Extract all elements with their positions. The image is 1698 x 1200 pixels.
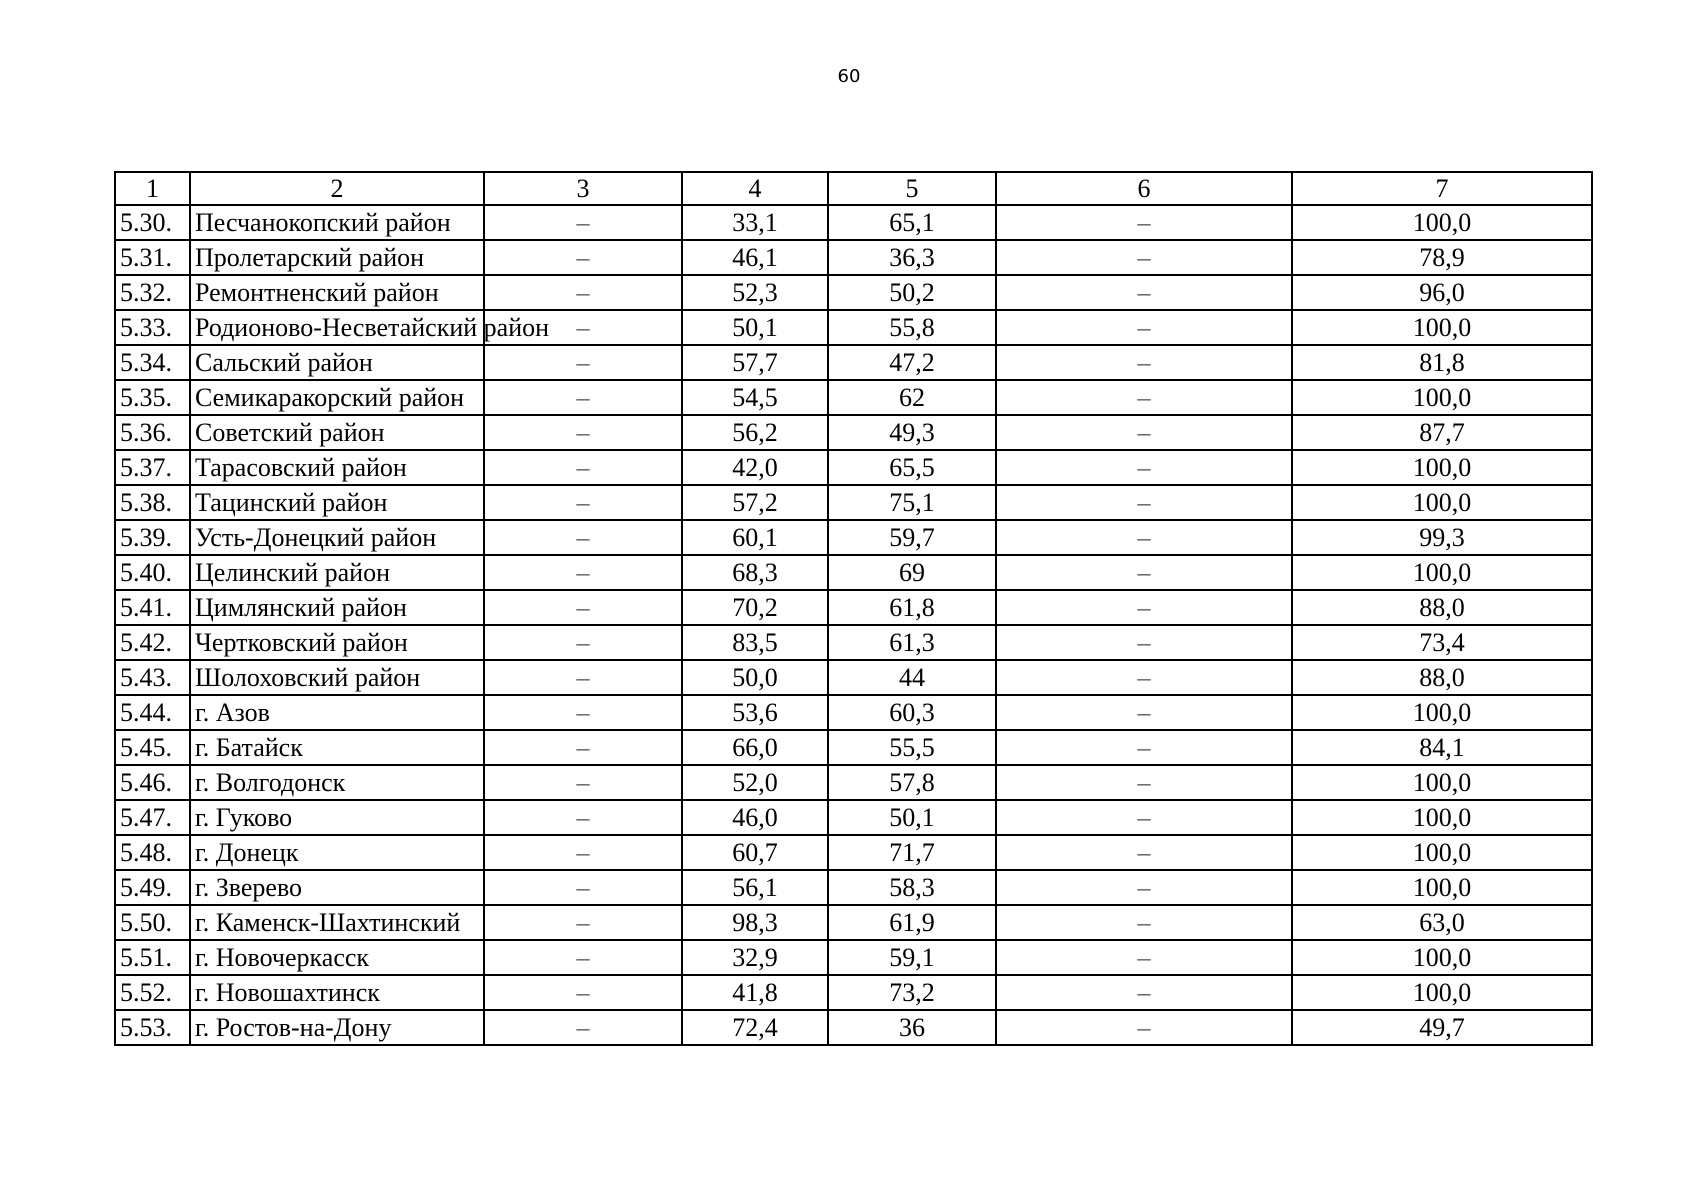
col-7-value: 100,0 bbox=[1292, 870, 1592, 905]
col-3-value: – bbox=[484, 1010, 682, 1045]
col-4-value: 60,7 bbox=[682, 835, 828, 870]
col-3-value: – bbox=[484, 835, 682, 870]
col-7-value: 100,0 bbox=[1292, 450, 1592, 485]
col-7-value: 81,8 bbox=[1292, 345, 1592, 380]
col-7-value: 49,7 bbox=[1292, 1010, 1592, 1045]
col-6-value: – bbox=[996, 625, 1292, 660]
col-6-value: – bbox=[996, 450, 1292, 485]
territory-name: Шолоховский район bbox=[190, 660, 484, 695]
col-4-value: 50,0 bbox=[682, 660, 828, 695]
col-5-value: 73,2 bbox=[828, 975, 996, 1010]
row-number: 5.43. bbox=[115, 660, 190, 695]
col-5-value: 50,2 bbox=[828, 275, 996, 310]
row-number: 5.41. bbox=[115, 590, 190, 625]
column-header-5: 5 bbox=[828, 172, 996, 205]
col-5-value: 61,9 bbox=[828, 905, 996, 940]
col-5-value: 62 bbox=[828, 380, 996, 415]
col-5-value: 59,7 bbox=[828, 520, 996, 555]
column-header-4: 4 bbox=[682, 172, 828, 205]
col-3-value: – bbox=[484, 240, 682, 275]
col-3-value: – bbox=[484, 345, 682, 380]
col-5-value: 57,8 bbox=[828, 765, 996, 800]
col-7-value: 96,0 bbox=[1292, 275, 1592, 310]
table-row bbox=[115, 625, 1592, 660]
col-5-value: 60,3 bbox=[828, 695, 996, 730]
col-4-value: 52,3 bbox=[682, 275, 828, 310]
table-row bbox=[115, 730, 1592, 765]
col-3-value: – bbox=[484, 765, 682, 800]
col-4-value: 32,9 bbox=[682, 940, 828, 975]
territory-name: Песчанокопский район bbox=[190, 205, 484, 240]
col-4-value: 54,5 bbox=[682, 380, 828, 415]
col-5-value: 58,3 bbox=[828, 870, 996, 905]
table-row bbox=[115, 450, 1592, 485]
col-7-value: 99,3 bbox=[1292, 520, 1592, 555]
col-6-value: – bbox=[996, 870, 1292, 905]
col-3-value: – bbox=[484, 590, 682, 625]
col-7-value: 88,0 bbox=[1292, 660, 1592, 695]
table-row bbox=[115, 345, 1592, 380]
col-6-value: – bbox=[996, 555, 1292, 590]
col-3-value: – bbox=[484, 660, 682, 695]
col-6-value: – bbox=[996, 905, 1292, 940]
col-4-value: 46,1 bbox=[682, 240, 828, 275]
col-6-value: – bbox=[996, 205, 1292, 240]
col-6-value: – bbox=[996, 380, 1292, 415]
col-4-value: 83,5 bbox=[682, 625, 828, 660]
column-header-6: 6 bbox=[996, 172, 1292, 205]
territory-name: г. Гуково bbox=[190, 800, 484, 835]
table-row bbox=[115, 310, 1592, 345]
table-row bbox=[115, 415, 1592, 450]
territory-name: Тарасовский район bbox=[190, 450, 484, 485]
col-4-value: 60,1 bbox=[682, 520, 828, 555]
col-4-value: 42,0 bbox=[682, 450, 828, 485]
col-4-value: 70,2 bbox=[682, 590, 828, 625]
col-5-value: 61,8 bbox=[828, 590, 996, 625]
territory-name: г. Волгодонск bbox=[190, 765, 484, 800]
col-3-value: – bbox=[484, 940, 682, 975]
col-6-value: – bbox=[996, 765, 1292, 800]
row-number: 5.45. bbox=[115, 730, 190, 765]
row-number: 5.49. bbox=[115, 870, 190, 905]
col-6-value: – bbox=[996, 590, 1292, 625]
col-5-value: 65,5 bbox=[828, 450, 996, 485]
col-7-value: 100,0 bbox=[1292, 205, 1592, 240]
row-number: 5.35. bbox=[115, 380, 190, 415]
col-3-value: – bbox=[484, 870, 682, 905]
table-row bbox=[115, 485, 1592, 520]
col-4-value: 41,8 bbox=[682, 975, 828, 1010]
col-3-value: – bbox=[484, 310, 682, 345]
col-4-value: 72,4 bbox=[682, 1010, 828, 1045]
row-number: 5.40. bbox=[115, 555, 190, 590]
col-3-value: – bbox=[484, 205, 682, 240]
col-7-value: 100,0 bbox=[1292, 800, 1592, 835]
col-4-value: 68,3 bbox=[682, 555, 828, 590]
col-5-value: 47,2 bbox=[828, 345, 996, 380]
table-row bbox=[115, 555, 1592, 590]
territory-name: г. Каменск-Шахтинский bbox=[190, 905, 484, 940]
col-4-value: 56,1 bbox=[682, 870, 828, 905]
col-7-value: 73,4 bbox=[1292, 625, 1592, 660]
column-header-7: 7 bbox=[1292, 172, 1592, 205]
territory-name: Ремонтненский район bbox=[190, 275, 484, 310]
col-4-value: 66,0 bbox=[682, 730, 828, 765]
row-number: 5.39. bbox=[115, 520, 190, 555]
territory-name: г. Ростов-на-Дону bbox=[190, 1010, 484, 1045]
row-number: 5.37. bbox=[115, 450, 190, 485]
row-number: 5.32. bbox=[115, 275, 190, 310]
table-row bbox=[115, 835, 1592, 870]
col-7-value: 100,0 bbox=[1292, 835, 1592, 870]
col-7-value: 100,0 bbox=[1292, 695, 1592, 730]
table-row bbox=[115, 275, 1592, 310]
territory-name: г. Донецк bbox=[190, 835, 484, 870]
row-number: 5.33. bbox=[115, 310, 190, 345]
col-6-value: – bbox=[996, 975, 1292, 1010]
territory-name: Чертковский район bbox=[190, 625, 484, 660]
territory-name: Целинский район bbox=[190, 555, 484, 590]
row-number: 5.51. bbox=[115, 940, 190, 975]
table-row bbox=[115, 940, 1592, 975]
territory-name: Цимлянский район bbox=[190, 590, 484, 625]
col-3-value: – bbox=[484, 415, 682, 450]
col-4-value: 98,3 bbox=[682, 905, 828, 940]
col-3-value: – bbox=[484, 555, 682, 590]
col-6-value: – bbox=[996, 695, 1292, 730]
col-3-value: – bbox=[484, 800, 682, 835]
row-number: 5.50. bbox=[115, 905, 190, 940]
table-row bbox=[115, 590, 1592, 625]
row-number: 5.30. bbox=[115, 205, 190, 240]
territory-name: Сальский район bbox=[190, 345, 484, 380]
col-7-value: 87,7 bbox=[1292, 415, 1592, 450]
col-6-value: – bbox=[996, 835, 1292, 870]
table-row bbox=[115, 1010, 1592, 1045]
table-row bbox=[115, 520, 1592, 555]
col-4-value: 46,0 bbox=[682, 800, 828, 835]
col-6-value: – bbox=[996, 240, 1292, 275]
col-6-value: – bbox=[996, 940, 1292, 975]
territory-name: Тацинский район bbox=[190, 485, 484, 520]
table-row bbox=[115, 870, 1592, 905]
col-6-value: – bbox=[996, 660, 1292, 695]
col-5-value: 36,3 bbox=[828, 240, 996, 275]
territory-name: Пролетарский район bbox=[190, 240, 484, 275]
col-4-value: 53,6 bbox=[682, 695, 828, 730]
table-row bbox=[115, 765, 1592, 800]
col-3-value: – bbox=[484, 485, 682, 520]
row-number: 5.48. bbox=[115, 835, 190, 870]
column-header-1: 1 bbox=[115, 172, 190, 205]
territory-name: г. Новошахтинск bbox=[190, 975, 484, 1010]
col-4-value: 57,2 bbox=[682, 485, 828, 520]
col-5-value: 50,1 bbox=[828, 800, 996, 835]
col-6-value: – bbox=[996, 520, 1292, 555]
territory-name: Родионово-Несветайский район bbox=[190, 310, 484, 345]
col-3-value: – bbox=[484, 275, 682, 310]
col-7-value: 100,0 bbox=[1292, 765, 1592, 800]
table-row bbox=[115, 695, 1592, 730]
col-7-value: 100,0 bbox=[1292, 380, 1592, 415]
col-5-value: 69 bbox=[828, 555, 996, 590]
col-7-value: 100,0 bbox=[1292, 940, 1592, 975]
col-3-value: – bbox=[484, 975, 682, 1010]
row-number: 5.38. bbox=[115, 485, 190, 520]
col-6-value: – bbox=[996, 275, 1292, 310]
col-7-value: 100,0 bbox=[1292, 555, 1592, 590]
col-4-value: 33,1 bbox=[682, 205, 828, 240]
territory-name: г. Батайск bbox=[190, 730, 484, 765]
col-7-value: 84,1 bbox=[1292, 730, 1592, 765]
col-6-value: – bbox=[996, 730, 1292, 765]
table-row bbox=[115, 240, 1592, 275]
col-4-value: 56,2 bbox=[682, 415, 828, 450]
col-6-value: – bbox=[996, 1010, 1292, 1045]
table-body bbox=[115, 205, 1592, 1045]
col-6-value: – bbox=[996, 345, 1292, 380]
col-6-value: – bbox=[996, 800, 1292, 835]
header-row bbox=[115, 172, 1592, 205]
territory-name: г. Новочеркасск bbox=[190, 940, 484, 975]
col-7-value: 100,0 bbox=[1292, 310, 1592, 345]
table-row bbox=[115, 975, 1592, 1010]
col-7-value: 100,0 bbox=[1292, 975, 1592, 1010]
col-6-value: – bbox=[996, 485, 1292, 520]
row-number: 5.31. bbox=[115, 240, 190, 275]
col-7-value: 88,0 bbox=[1292, 590, 1592, 625]
table-row bbox=[115, 380, 1592, 415]
col-3-value: – bbox=[484, 695, 682, 730]
row-number: 5.46. bbox=[115, 765, 190, 800]
col-5-value: 55,8 bbox=[828, 310, 996, 345]
territory-name: Советский район bbox=[190, 415, 484, 450]
col-3-value: – bbox=[484, 380, 682, 415]
row-number: 5.52. bbox=[115, 975, 190, 1010]
row-number: 5.34. bbox=[115, 345, 190, 380]
col-5-value: 36 bbox=[828, 1010, 996, 1045]
territory-name: Семикаракорский район bbox=[190, 380, 484, 415]
table-row bbox=[115, 905, 1592, 940]
col-7-value: 100,0 bbox=[1292, 485, 1592, 520]
table-row bbox=[115, 800, 1592, 835]
row-number: 5.44. bbox=[115, 695, 190, 730]
column-header-3: 3 bbox=[484, 172, 682, 205]
col-4-value: 52,0 bbox=[682, 765, 828, 800]
column-header-2: 2 bbox=[190, 172, 484, 205]
table-row bbox=[115, 205, 1592, 240]
col-5-value: 71,7 bbox=[828, 835, 996, 870]
col-3-value: – bbox=[484, 625, 682, 660]
page-number: 60 bbox=[837, 66, 861, 87]
col-7-value: 78,9 bbox=[1292, 240, 1592, 275]
col-4-value: 50,1 bbox=[682, 310, 828, 345]
col-3-value: – bbox=[484, 520, 682, 555]
col-6-value: – bbox=[996, 310, 1292, 345]
col-5-value: 49,3 bbox=[828, 415, 996, 450]
col-5-value: 61,3 bbox=[828, 625, 996, 660]
row-number: 5.53. bbox=[115, 1010, 190, 1045]
row-number: 5.42. bbox=[115, 625, 190, 660]
col-5-value: 65,1 bbox=[828, 205, 996, 240]
col-3-value: – bbox=[484, 905, 682, 940]
col-5-value: 55,5 bbox=[828, 730, 996, 765]
table-row bbox=[115, 660, 1592, 695]
territory-name: г. Зверево bbox=[190, 870, 484, 905]
data-table bbox=[114, 171, 1593, 1046]
col-5-value: 75,1 bbox=[828, 485, 996, 520]
col-6-value: – bbox=[996, 415, 1292, 450]
col-3-value: – bbox=[484, 450, 682, 485]
col-4-value: 57,7 bbox=[682, 345, 828, 380]
territory-name: г. Азов bbox=[190, 695, 484, 730]
col-5-value: 44 bbox=[828, 660, 996, 695]
row-number: 5.36. bbox=[115, 415, 190, 450]
col-5-value: 59,1 bbox=[828, 940, 996, 975]
territory-name: Усть-Донецкий район bbox=[190, 520, 484, 555]
col-3-value: – bbox=[484, 730, 682, 765]
row-number: 5.47. bbox=[115, 800, 190, 835]
col-7-value: 63,0 bbox=[1292, 905, 1592, 940]
